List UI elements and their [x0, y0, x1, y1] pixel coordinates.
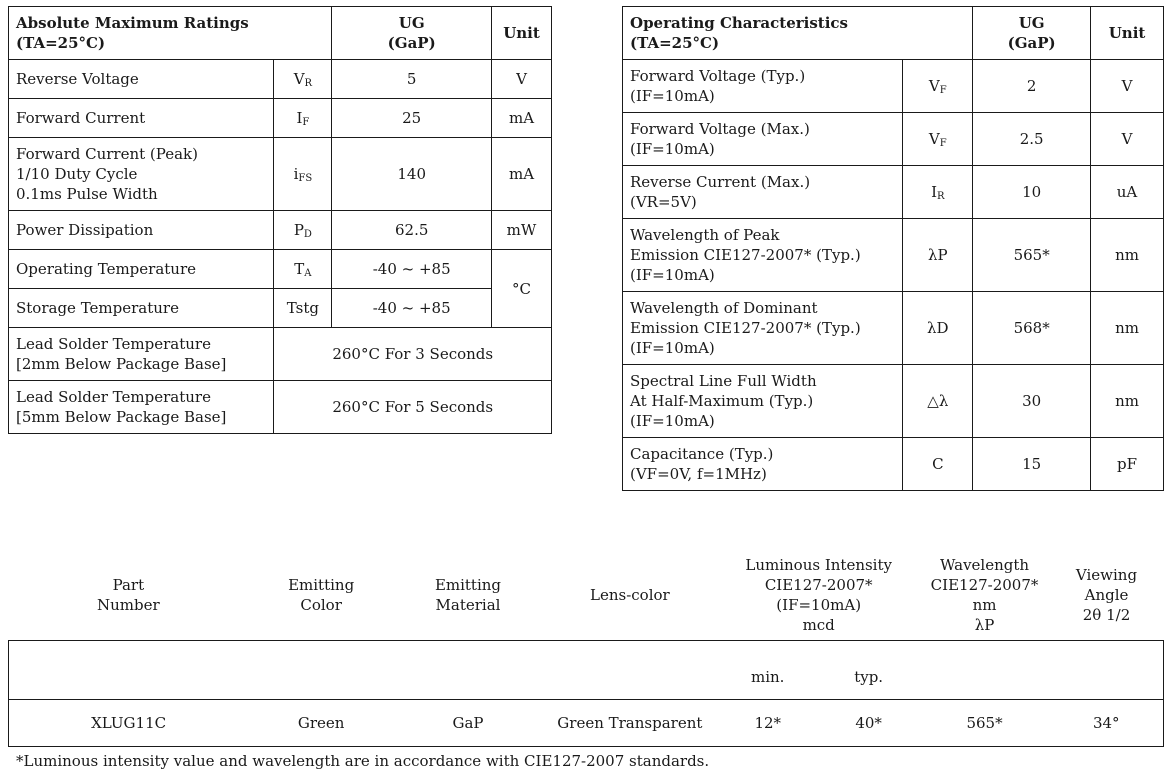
op-symbol: $V_F$ — [903, 60, 973, 113]
op-symbol: △λ — [903, 365, 973, 438]
abs-unit: mA — [492, 99, 552, 138]
op-title: Operating Characteristics — [630, 14, 849, 32]
abs-symbol: $P_D$ — [274, 211, 332, 250]
op-param: Forward Voltage (Typ.) (IF=10mA) — [623, 60, 903, 113]
intensity-typ: 40* — [818, 700, 920, 747]
abs-symbol: $V_R$ — [274, 60, 332, 99]
op-unit: nm — [1091, 292, 1164, 365]
col-wavelength: Wavelength CIE127-2007* nm λP — [930, 556, 1039, 634]
viewing-angle-value: 34° — [1050, 700, 1164, 747]
op-param: Wavelength of Peak Emission CIE127-2007* (Typ.) (IF=10mA) — [623, 219, 903, 292]
abs-header — [9, 7, 332, 60]
abs-solder-param: Lead Solder Temperature [5mm Below Package Base] — [9, 381, 274, 434]
col-emitting-material: Emitting Material — [434, 576, 502, 614]
part-number-table — [8, 550, 1164, 747]
op-unit: pF — [1091, 438, 1164, 491]
op-value: 565* — [973, 219, 1091, 292]
op-param: Wavelength of Dominant Emission CIE127-2007* (Typ.) (IF=10mA) — [623, 292, 903, 365]
op-symbol: λD — [903, 292, 973, 365]
abs-param: Forward Current — [9, 99, 274, 138]
op-symbol: λP — [903, 219, 973, 292]
abs-solder-value: 260°C For 5 Seconds — [274, 381, 552, 434]
wavelength-value: 565* — [920, 700, 1050, 747]
emitting-color: Green — [248, 700, 394, 747]
abs-symbol: $i_{FS}$ — [274, 138, 332, 211]
col-part-number: Part Number — [97, 576, 160, 614]
abs-value: 5 — [332, 60, 492, 99]
abs-unit: mA — [492, 138, 552, 211]
abs-param: Operating Temperature — [9, 250, 274, 289]
op-value: 2 — [973, 60, 1091, 113]
op-unit: nm — [1091, 219, 1164, 292]
abs-value: -40 ~ +85 — [332, 289, 492, 328]
op-value: 2.5 — [973, 113, 1091, 166]
op-value: 568* — [973, 292, 1091, 365]
abs-symbol: $I_F$ — [274, 99, 332, 138]
footnote: *Luminous intensity value and wavelength are in accordance with CIE127-2007 standards. — [16, 752, 710, 770]
op-col-ug: UG (GaP) — [973, 7, 1091, 60]
abs-value: -40 ~ +85 — [332, 250, 492, 289]
abs-unit: mW — [492, 211, 552, 250]
intensity-min: 12* — [718, 700, 818, 747]
absolute-max-ratings-table — [8, 6, 552, 434]
op-value: 10 — [973, 166, 1091, 219]
abs-param: Storage Temperature — [9, 289, 274, 328]
op-condition: (TA=25°C) — [630, 34, 720, 52]
abs-temp-unit: °C — [492, 250, 552, 328]
abs-symbol: Tstg — [274, 289, 332, 328]
op-unit: uA — [1091, 166, 1164, 219]
sub-typ-label: typ. — [818, 641, 920, 700]
col-viewing-angle: Viewing Angle 2θ 1/2 — [1075, 566, 1138, 624]
abs-value: 25 — [332, 99, 492, 138]
op-value: 30 — [973, 365, 1091, 438]
sub-min-label: min. — [718, 641, 818, 700]
op-unit: V — [1091, 113, 1164, 166]
op-header — [623, 7, 973, 60]
emitting-material: GaP — [394, 700, 542, 747]
abs-col-ug: UG (GaP) — [332, 7, 492, 60]
op-symbol: $I_R$ — [903, 166, 973, 219]
op-unit: V — [1091, 60, 1164, 113]
op-param: Forward Voltage (Max.) (IF=10mA) — [623, 113, 903, 166]
abs-param: Power Dissipation — [9, 211, 274, 250]
abs-col-unit: Unit — [492, 7, 552, 60]
op-param: Reverse Current (Max.) (VR=5V) — [623, 166, 903, 219]
abs-value: 140 — [332, 138, 492, 211]
part-number: XLUG11C — [9, 700, 249, 747]
abs-value: 62.5 — [332, 211, 492, 250]
table-row — [9, 700, 1164, 747]
op-col-unit: Unit — [1091, 7, 1164, 60]
col-luminous-intensity: Luminous Intensity CIE127-2007* (IF=10mA) mcd — [745, 556, 892, 634]
col-lens-color: Lens-color — [590, 586, 670, 604]
op-value: 15 — [973, 438, 1091, 491]
operating-characteristics-table — [622, 6, 1164, 491]
op-param: Spectral Line Full Width At Half-Maximum (Typ.) (IF=10mA) — [623, 365, 903, 438]
op-symbol: $V_F$ — [903, 113, 973, 166]
abs-title: Absolute Maximum Ratings — [16, 14, 249, 32]
col-emitting-color: Emitting Color — [288, 576, 355, 614]
abs-condition: (TA=25°C) — [16, 34, 106, 52]
abs-solder-value: 260°C For 3 Seconds — [274, 328, 552, 381]
abs-unit: V — [492, 60, 552, 99]
op-param: Capacitance (Typ.) (VF=0V, f=1MHz) — [623, 438, 903, 491]
abs-param: Reverse Voltage — [9, 60, 274, 99]
op-symbol: C — [903, 438, 973, 491]
abs-param: Forward Current (Peak) 1/10 Duty Cycle 0.1ms Pulse Width — [9, 138, 274, 211]
op-unit: nm — [1091, 365, 1164, 438]
lens-color: Green Transparent — [542, 700, 718, 747]
abs-symbol: $T_A$ — [274, 250, 332, 289]
abs-solder-param: Lead Solder Temperature [2mm Below Package Base] — [9, 328, 274, 381]
